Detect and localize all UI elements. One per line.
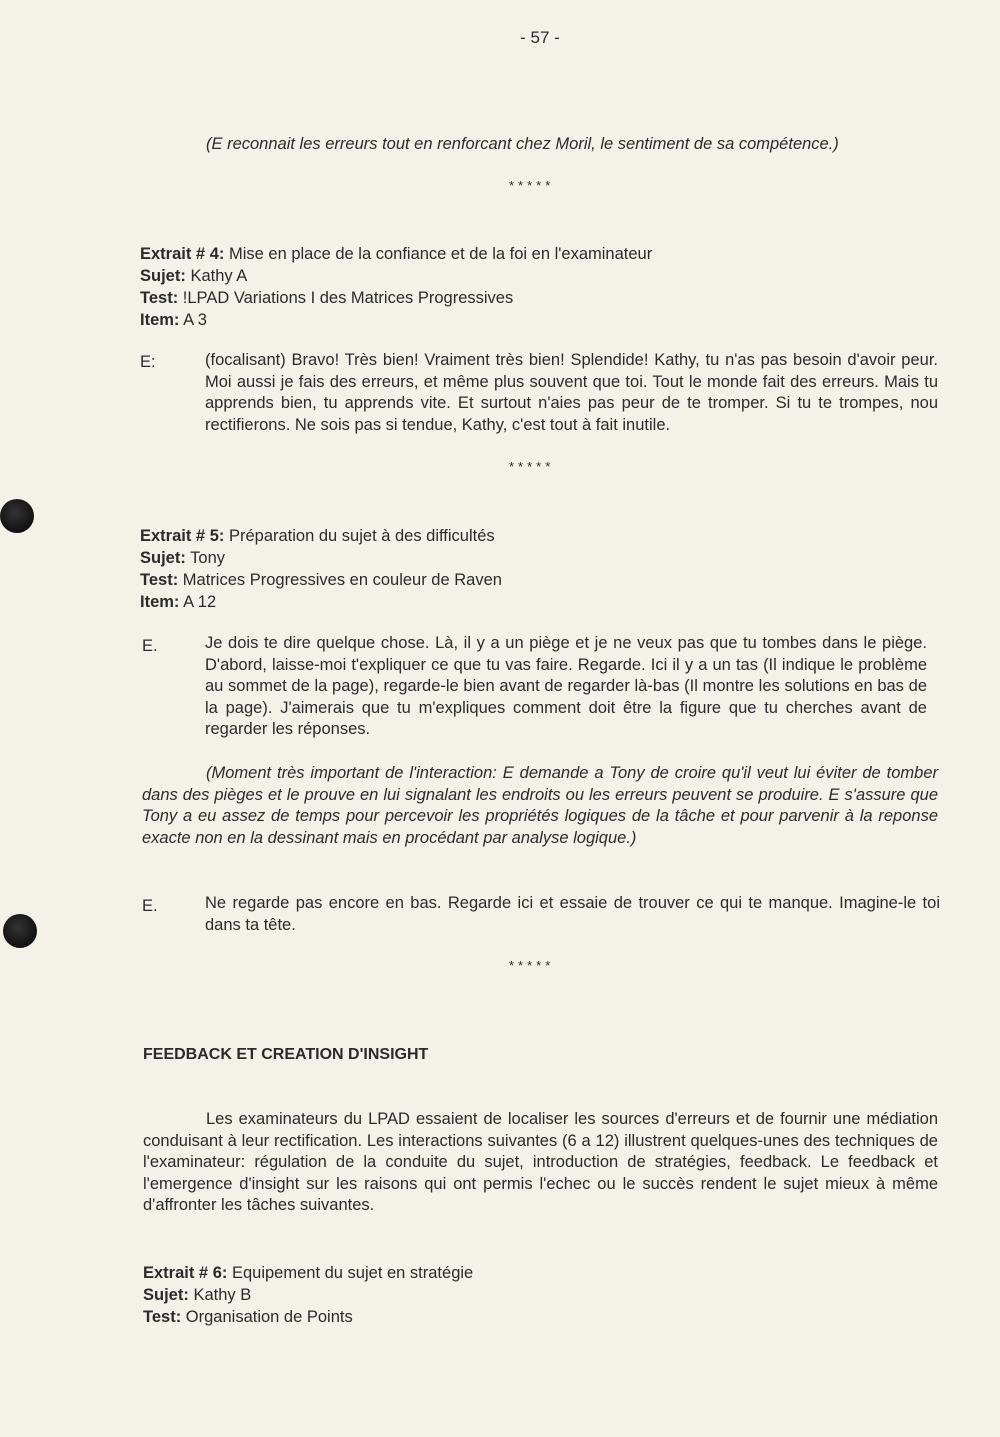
test-value: Matrices Progressives en couleur de Raven	[182, 571, 502, 589]
test-value: !LPAD Variations I des Matrices Progressives	[182, 289, 514, 307]
item-label: Item:	[140, 593, 180, 611]
sujet-value: Tony	[190, 549, 225, 567]
extrait-4-header	[140, 243, 652, 331]
extrait-6-label: Extrait # 6:	[143, 1264, 228, 1282]
punch-hole-bottom	[3, 914, 37, 948]
speaker-e: E.	[142, 637, 158, 655]
section-heading: FEEDBACK ET CREATION D'INSIGHT	[143, 1046, 429, 1063]
extrait-5-note	[142, 763, 938, 849]
item-value: A 3	[183, 311, 207, 329]
sujet-value: Kathy A	[190, 267, 248, 285]
extrait-4-label: Extrait # 4:	[140, 245, 225, 263]
extrait-6-title: Equipement du sujet en stratégie	[231, 1264, 474, 1282]
note-1: (E reconnait les erreurs tout en renforcant chez Moril, le sentiment de sa compétence.)	[206, 135, 839, 153]
separator-1: *****	[509, 178, 555, 193]
extrait-4-title: Mise en place de la confiance et de la foi en l'examinateur	[228, 245, 653, 263]
speaker-e: E:	[140, 353, 156, 371]
separator-3: *****	[509, 958, 555, 973]
page-number: - 57 -	[520, 28, 560, 47]
sujet-label: Sujet:	[140, 267, 186, 285]
extrait-5-header	[140, 525, 502, 613]
extrait-4-dialogue: (focalisant) Bravo! Très bien! Vraiment très bien! Splendide! Kathy, tu n'as pas besoin d'avoir peur. Moi aussi je fais des erreurs, et même plus souvent que toi. Tout le monde fait des erreurs. Mais tu apprends bien, tu apprends vite. Et surtout n'aies pas peur de te tromper. Si tu te trompes, nou rectifierons. Ne sois pas si tendue, Kathy, c'est tout à fait inutile.	[205, 351, 938, 434]
extrait-5-dialogue-2: Ne regarde pas encore en bas. Regarde ici et essaie de trouver ce qui te manque. Imagine-le toi dans ta tête.	[205, 894, 940, 934]
test-label: Test:	[140, 571, 179, 589]
item-label: Item:	[140, 311, 180, 329]
speaker-e: E.	[142, 897, 158, 915]
extrait-5-title: Préparation du sujet à des difficultés	[228, 527, 495, 545]
extrait-5-dialogue-1: Je dois te dire quelque chose. Là, il y a un piège et je ne veux pas que tu tombes dans le piège. D'abord, laisse-moi t'expliquer ce que tu vas faire. Regarde. Ici il y a un tas (Il indique le problème au sommet de la page), regarde-le bien avant de regarder là-bas (Il montre les solutions en bas de la page). J'aimerais que tu m'expliques comment doit être la figure que tu cherches avant de regarder les réponses.	[205, 634, 927, 738]
test-label: Test:	[140, 289, 179, 307]
test-value: Organisation de Points	[185, 1308, 353, 1326]
separator-2: *****	[509, 459, 555, 474]
sujet-value: Kathy B	[193, 1286, 252, 1304]
item-value: A 12	[183, 593, 217, 611]
test-label: Test:	[143, 1308, 182, 1326]
sujet-label: Sujet:	[143, 1286, 189, 1304]
sujet-label: Sujet:	[140, 549, 186, 567]
section-paragraph	[143, 1109, 938, 1217]
section-paragraph-text: Les examinateurs du LPAD essaient de localiser les sources d'erreurs et de fournir une médiation conduisant à leur rectification. Les interactions suivantes (6 a 12) illustrent quelques-unes des techniques de l'examinateur: régulation de la conduite du sujet, introduction de stratégies, feedback. Le feedback et l'emergence d'insight sur les raisons qui ont permis l'echec ou le succès rendent le sujet mieux à même d'affronter les tâches suivantes.	[143, 1110, 938, 1214]
extrait-6-header	[143, 1262, 473, 1328]
punch-hole-top	[0, 499, 34, 533]
extrait-5-label: Extrait # 5:	[140, 527, 225, 545]
note-text: (Moment très important de l'interaction: E demande a Tony de croire qu'il veut lui éviter de tomber dans des pièges et le prouve en lui signalant les endroits ou les erreurs peuvent se produire. E s'assure que Tony a eu assez de temps pour percevoir les propriétés logiques de la tâche et pour parvenir à la reponse exacte non en la dessinant mais en procédant par analyse logique.)	[142, 764, 938, 847]
